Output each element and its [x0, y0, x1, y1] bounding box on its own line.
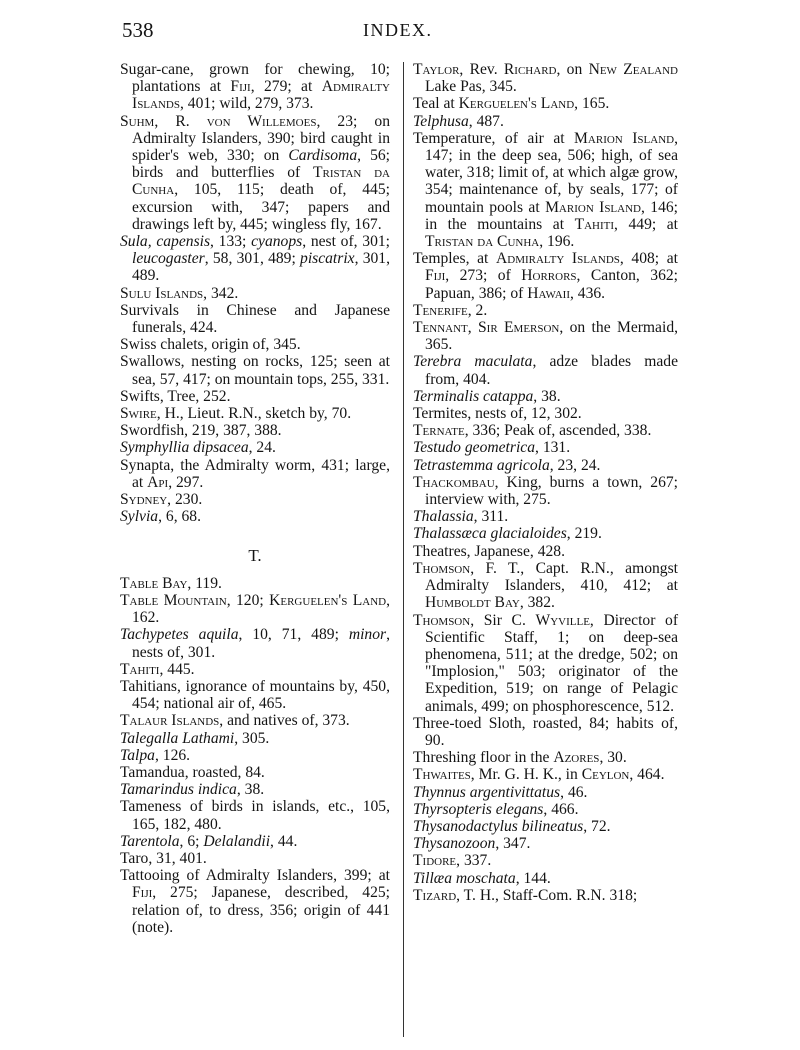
column-divider [403, 62, 404, 1037]
index-entry: Threshing floor in the Azores, 30. [413, 749, 627, 767]
index-entry: Tennant, Sir Emerson, on the Mermaid, 365. [413, 319, 679, 354]
index-entry: Tarentola, 6; Delalandii, 44. [120, 832, 298, 850]
index-entry: Ternate, 336; Peak of, ascended, 338. [413, 422, 652, 440]
index-entry: Talpa, 126. [120, 746, 191, 764]
index-entry: Symphyllia dipsacea, 24. [120, 439, 276, 457]
entries-t-continued [413, 61, 678, 904]
index-entry: Suhm, R. von Willemoes, 23; on Admiralty Islanders, 390; bird caught in spider's web, 330; on Cardisoma, 56; birds and butterflies of Tristan da Cunha, 105, 115; death of, 445; excursion with, 347; papers and drawings left by, 445; wingless fly, 167. [120, 112, 391, 233]
index-entry: Thynnus argentivittatus, 46. [413, 783, 588, 801]
index-entry: Thysanodactylus bilineatus, 72. [413, 817, 611, 835]
index-entry: Sugar-cane, grown for chewing, 10; plantations at Fiji, 279; at Admiralty Islands, 401; wild, 279, 373. [120, 61, 390, 113]
index-entry: Theatres, Japanese, 428. [413, 542, 565, 560]
index-entry: Swire, H., Lieut. R.N., sketch by, 70. [120, 405, 352, 423]
section-letter: T. [248, 546, 262, 566]
index-entry: Terebra maculata, adze blades made from, 404. [413, 353, 678, 388]
index-entry: Thyrsopteris elegans, 466. [413, 800, 579, 818]
index-entry: Thalassia, 311. [413, 508, 509, 526]
index-entry: Talegalla Lathami, 305. [120, 729, 270, 747]
index-entry: Thomson, F. T., Capt. R.N., amongst Admiralty Islanders, 410, 412; at Humboldt Bay, 382. [413, 559, 678, 612]
index-entry: Thwaites, Mr. G. H. K., in Ceylon, 464. [413, 766, 665, 784]
index-entry: Swifts, Tree, 252. [120, 387, 231, 405]
index-entry: Sydney, 230. [120, 491, 203, 509]
index-entry: Tizard, T. H., Staff-Com. R.N. 318; [413, 886, 638, 904]
index-entry: Tameness of birds in islands, etc., 105, 165, 182, 480. [120, 798, 390, 833]
index-entry: Survivals in Chinese and Japanese funerals, 424. [120, 301, 390, 337]
index-entry: Telphusa, 487. [413, 112, 504, 130]
index-entry: Table Bay, 119. [120, 574, 222, 592]
index-entry: Table Mountain, 120; Kerguelen's Land, 162. [120, 591, 390, 627]
index-entry: Sylvia, 6, 68. [120, 508, 201, 526]
index-entry: Tahitians, ignorance of mountains by, 450, 454; national air of, 465. [120, 677, 390, 713]
index-entry: Thackombau, King, burns a town, 267; interview with, 275. [413, 473, 678, 509]
index-entry: Terminalis catappa, 38. [413, 387, 561, 405]
index-entry: Tillæa moschata, 144. [413, 869, 551, 887]
entries-s-block [120, 61, 390, 525]
index-entry: Tahiti, 445. [120, 660, 195, 678]
index-entry: Thysanozoon, 347. [413, 835, 531, 853]
index-entry: Thalassæca glacialoides, 219. [413, 525, 602, 543]
index-entry: Synapta, the Admiralty worm, 431; large, at Api, 297. [120, 456, 390, 491]
index-entry: Testudo geometrica, 131. [413, 439, 571, 457]
index-entry: Tetrastemma agricola, 23, 24. [413, 456, 601, 474]
index-entry: Taro, 31, 401. [120, 849, 207, 867]
index-entry: Swordfish, 219, 387, 388. [120, 422, 282, 440]
index-column-left [120, 61, 390, 936]
index-entry: Taylor, Rev. Richard, on New Zealand Lake Pas, 345. [413, 61, 678, 96]
index-entry: Tamarindus indica, 38. [120, 781, 265, 799]
entries-t-block [120, 575, 390, 936]
index-entry: Temperature, of air at Marion Island, 147; in the deep sea, 506; high, of sea water, 318; limit of, at which algæ grow, 354; maintenance of, by seals, 177; of mountain pools at Marion Island, 146; in the mountains at Tahiti, 449; at Tristan da Cunha, 196. [413, 129, 679, 251]
index-entry: Tenerife, 2. [413, 301, 488, 319]
index-entry: Sulu Islands, 342. [120, 284, 239, 302]
index-entry: Tachypetes aquila, 10, 71, 489; minor, nests of, 301. [120, 626, 390, 661]
index-entry: Tattooing of Admiralty Islanders, 399; at Fiji, 275; Japanese, described, 425; relation of, to dress, 356; origin of 441 (note). [120, 867, 390, 936]
page-title: INDEX. [363, 20, 433, 40]
index-entry: Tamandua, roasted, 84. [120, 763, 265, 781]
index-entry: Tidore, 337. [413, 852, 492, 870]
page-number: 538 [122, 18, 154, 42]
index-entry: Teal at Kerguelen's Land, 165. [413, 95, 610, 113]
index-entry: Thomson, Sir C. Wyville, Director of Scientific Staff, 1; on deep-sea phenomena, 511; at the dredge, 502; on "Implosion," 503; originator of the Expedition, 519; on range of Pelagic animals, 499; on phosphorescence, 512. [413, 611, 679, 715]
index-entry: Swallows, nesting on rocks, 125; seen at sea, 57, 417; on mountain tops, 255, 331. [120, 353, 390, 388]
index-entry: Three-toed Sloth, roasted, 84; habits of, 90. [413, 714, 678, 749]
index-entry: Talaur Islands, and natives of, 373. [120, 712, 350, 730]
index-entry: Termites, nests of, 12, 302. [413, 405, 582, 423]
index-entry: Swiss chalets, origin of, 345. [120, 336, 301, 354]
index-entry: Temples, at Admiralty Islands, 408; at Fiji, 273; of Horrors, Canton, 362; Papuan, 386; of Hawaii, 436. [413, 250, 678, 302]
index-entry: Sula, capensis, 133; cyanops, nest of, 301; leucogaster, 58, 301, 489; piscatrix, 301, 489. [120, 233, 390, 285]
index-column-right [413, 61, 678, 904]
